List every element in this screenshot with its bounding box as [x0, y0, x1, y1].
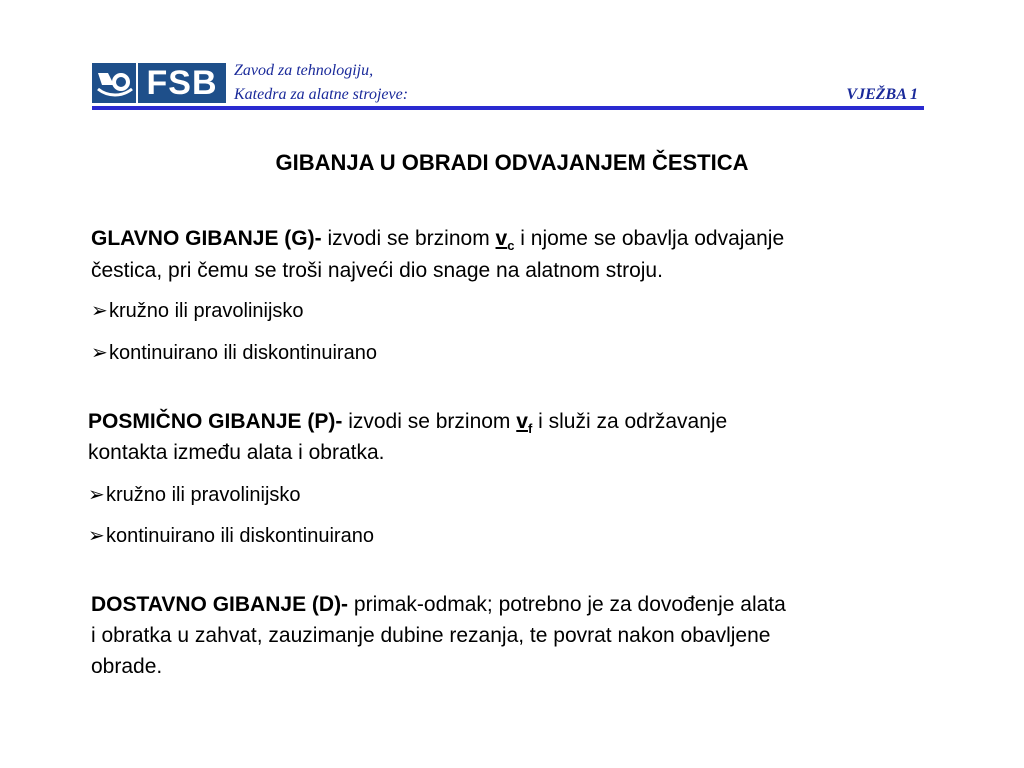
logo-text: FSB: [138, 63, 226, 103]
glavno-line2: čestica, pri čemu se troši najveći dio snage na alatnom stroju.: [91, 259, 663, 282]
header-exercise: VJEŽBA 1: [846, 86, 918, 103]
page-title: GIBANJA U OBRADI ODVAJANJEM ČESTICA: [275, 150, 749, 175]
posmicno-bullet-2: ➢kontinuirano ili diskontinuirano: [88, 525, 374, 547]
posmicno-line2: kontakta između alata i obratka.: [88, 441, 385, 464]
dostavno-line3: obrade.: [91, 655, 163, 678]
glavno-heading: GLAVNO GIBANJE (G)-: [91, 227, 322, 250]
posmicno-heading: POSMIČNO GIBANJE (P)-: [88, 410, 343, 433]
header-divider: [92, 106, 924, 110]
fsb-emblem-icon: [92, 63, 136, 103]
glavno-text-after: i njome se obavlja odvajanje: [514, 227, 785, 250]
bullet-arrow-icon: ➢: [91, 300, 108, 322]
header-institute: Zavod za tehnologiju,: [234, 62, 374, 79]
dostavno-line2: i obratka u zahvat, zauzimanje dubine rezanja, te povrat nakon obavljene: [91, 624, 771, 647]
glavno-text-before: izvodi se brzinom: [321, 227, 496, 250]
glavno-symbol: $v_c$: [495, 227, 515, 254]
posmicno-bullet-1: ➢kružno ili pravolinijsko: [88, 484, 301, 506]
posmicno-text-after: i služi za održavanje: [532, 410, 728, 433]
bullet-arrow-icon: ➢: [88, 525, 105, 547]
bullet-arrow-icon: ➢: [88, 484, 105, 506]
glavno-bullet-1: ➢kružno ili pravolinijsko: [91, 300, 304, 322]
glavno-bullet-2: ➢kontinuirano ili diskontinuirano: [91, 342, 377, 364]
posmicno-text-before: izvodi se brzinom: [342, 410, 517, 433]
posmicno-symbol: $v_f$: [516, 410, 533, 437]
fsb-logo: [92, 63, 226, 103]
dostavno-heading: DOSTAVNO GIBANJE (D)-: [91, 593, 349, 616]
dostavno-line1: [91, 590, 786, 620]
bullet-arrow-icon: ➢: [91, 342, 108, 364]
header-department: Katedra za alatne strojeve:: [234, 86, 409, 103]
dostavno-text: primak-odmak; potrebno je za dovođenje alata: [348, 593, 786, 616]
